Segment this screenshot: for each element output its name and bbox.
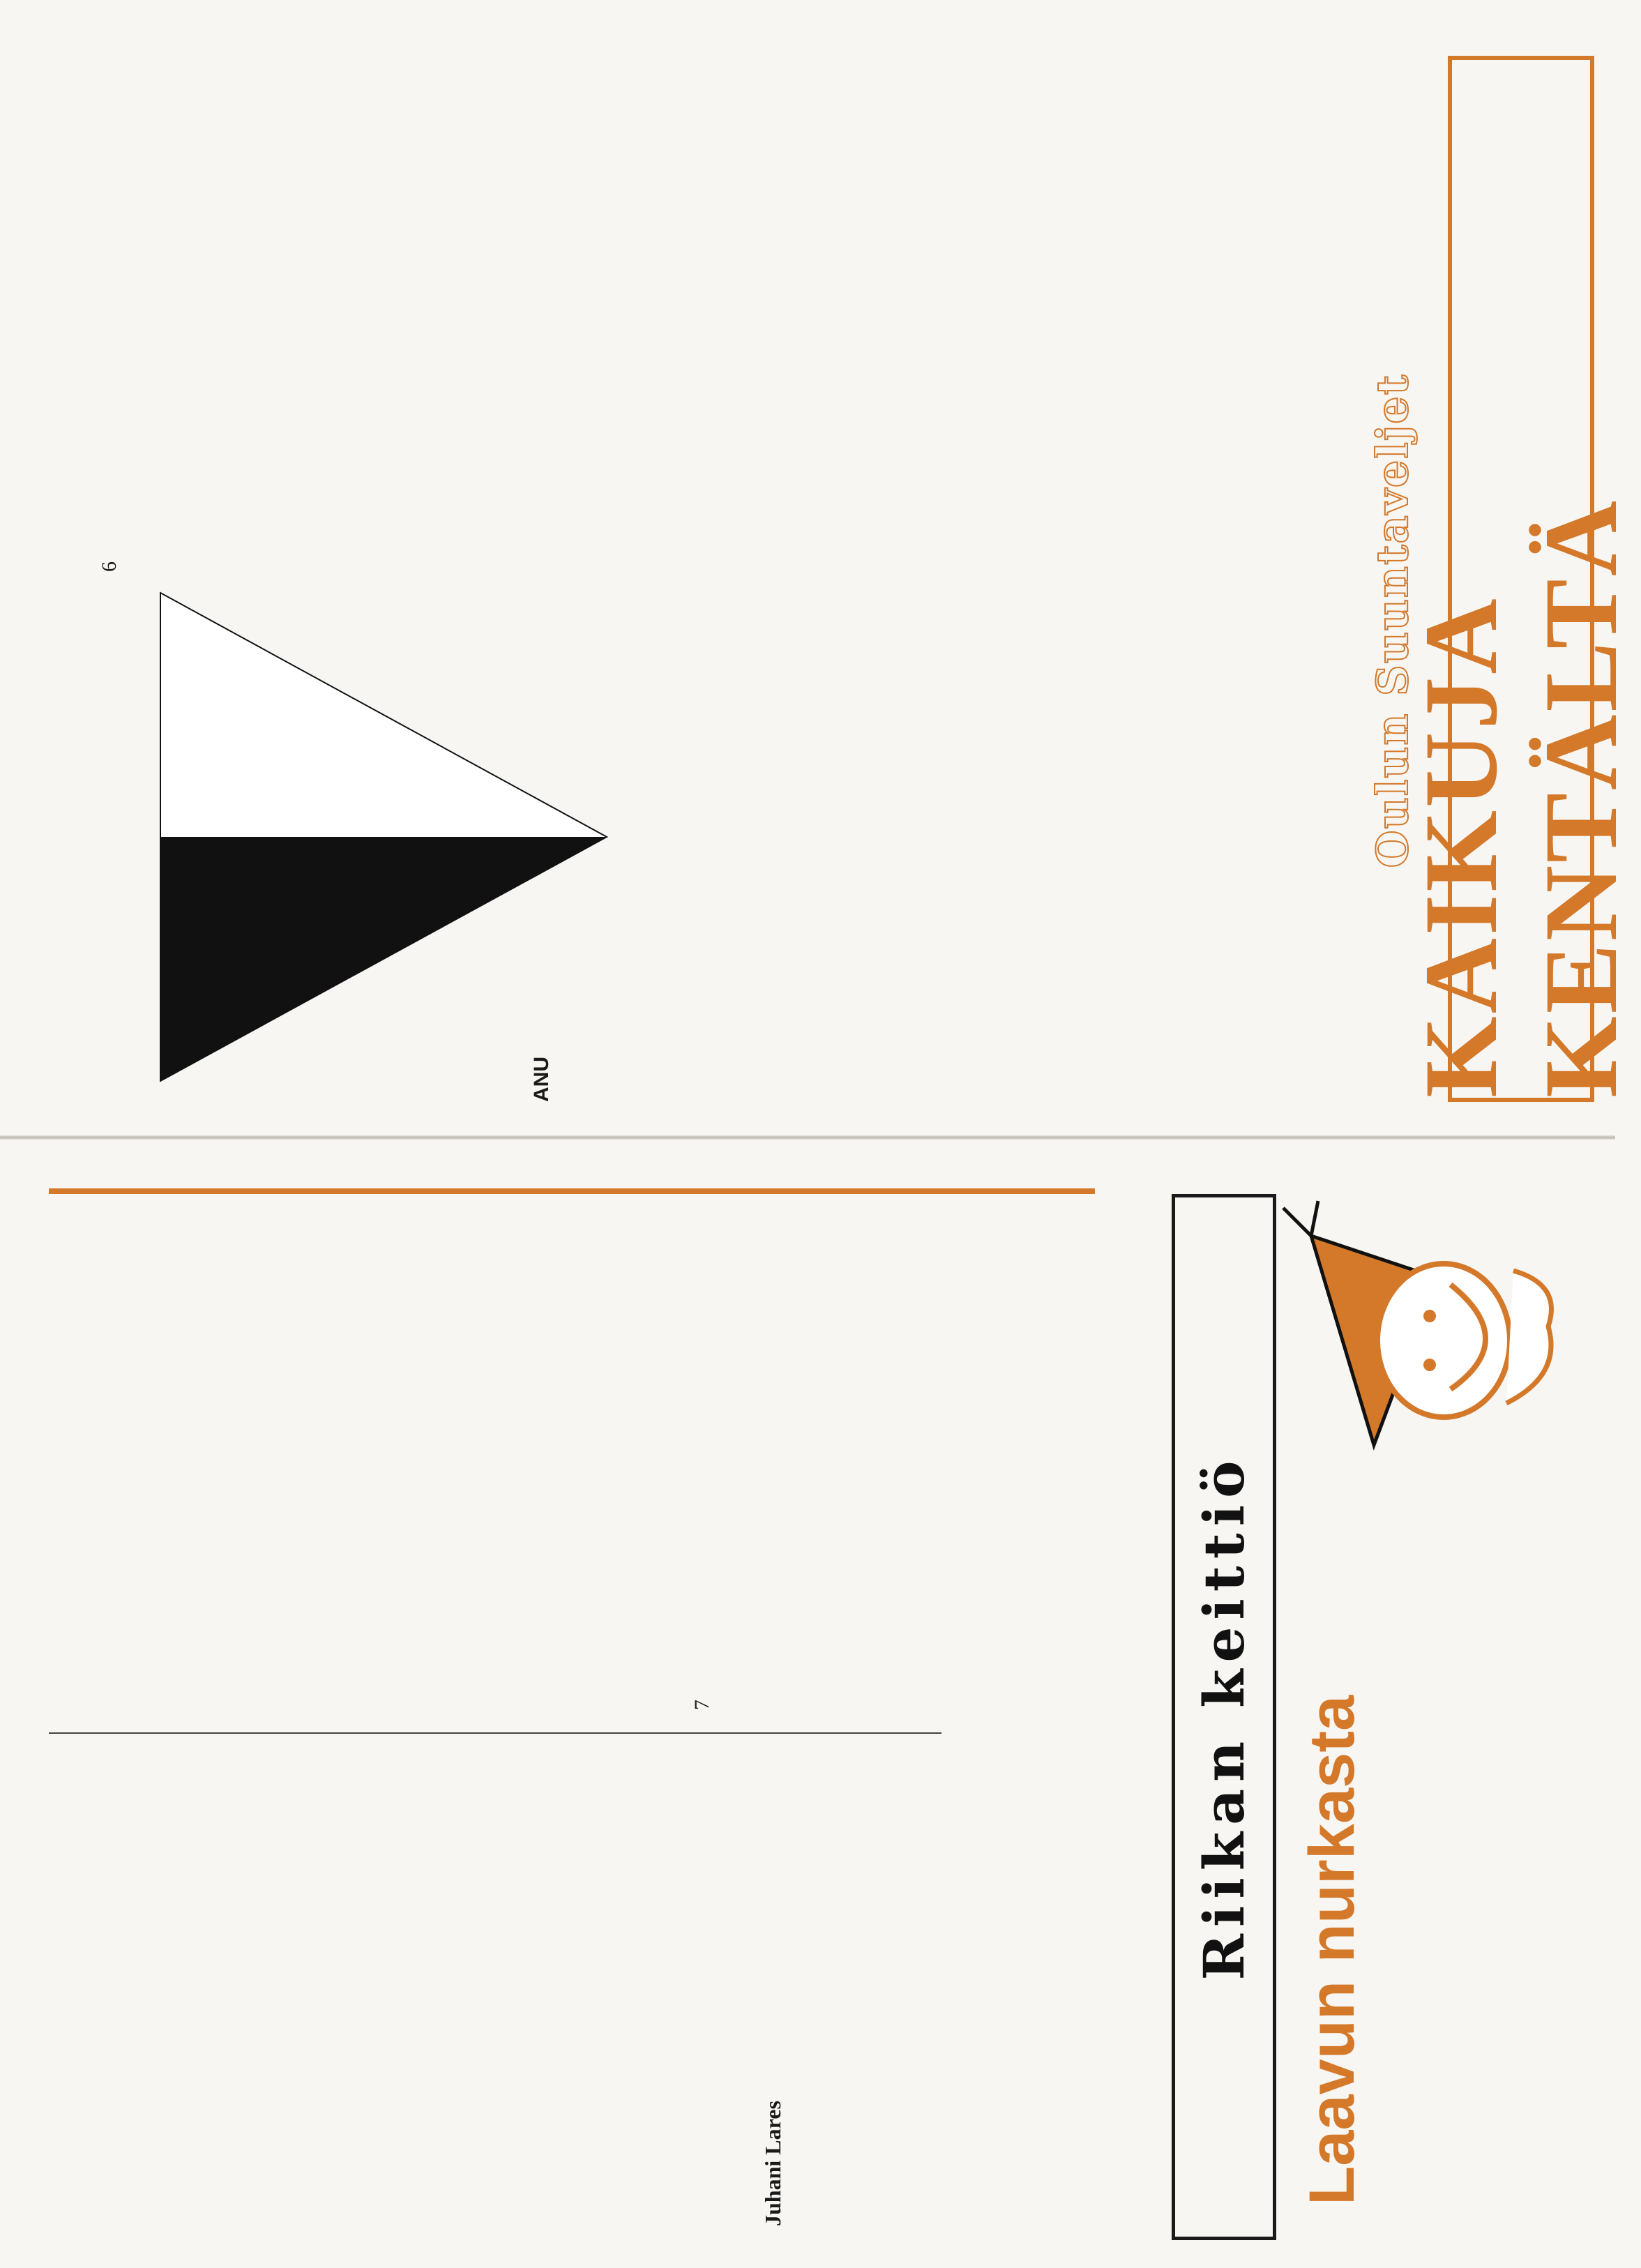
page-number: 6 — [98, 561, 121, 572]
section-title-box — [1403, 56, 1639, 1102]
page-6 — [0, 0, 1639, 1130]
author-name: Juhani Lares — [760, 2101, 785, 2226]
page-7 — [0, 1144, 1615, 2268]
article-title: Riikan keittiö — [1191, 1453, 1257, 1981]
page-number: 7 — [690, 1700, 713, 1710]
article-subtitle: Oulun Suuntaveljet — [1367, 373, 1418, 868]
orange-rule — [49, 1188, 1095, 1194]
article-title-box — [1172, 1194, 1276, 2240]
section-title: KAIKUJA KENTÄLTÄ — [1403, 497, 1639, 1098]
signature: ANU — [530, 1057, 553, 1102]
page-7-rotated-content — [0, 1152, 1615, 2268]
page-6-rotated-content — [0, 14, 1639, 1130]
section-title: Laavun nurkasta — [1296, 1695, 1368, 2205]
column-divider — [49, 1732, 942, 1734]
black-white-triangle-flag-icon — [153, 586, 614, 1088]
page-fold — [0, 1135, 1615, 1140]
